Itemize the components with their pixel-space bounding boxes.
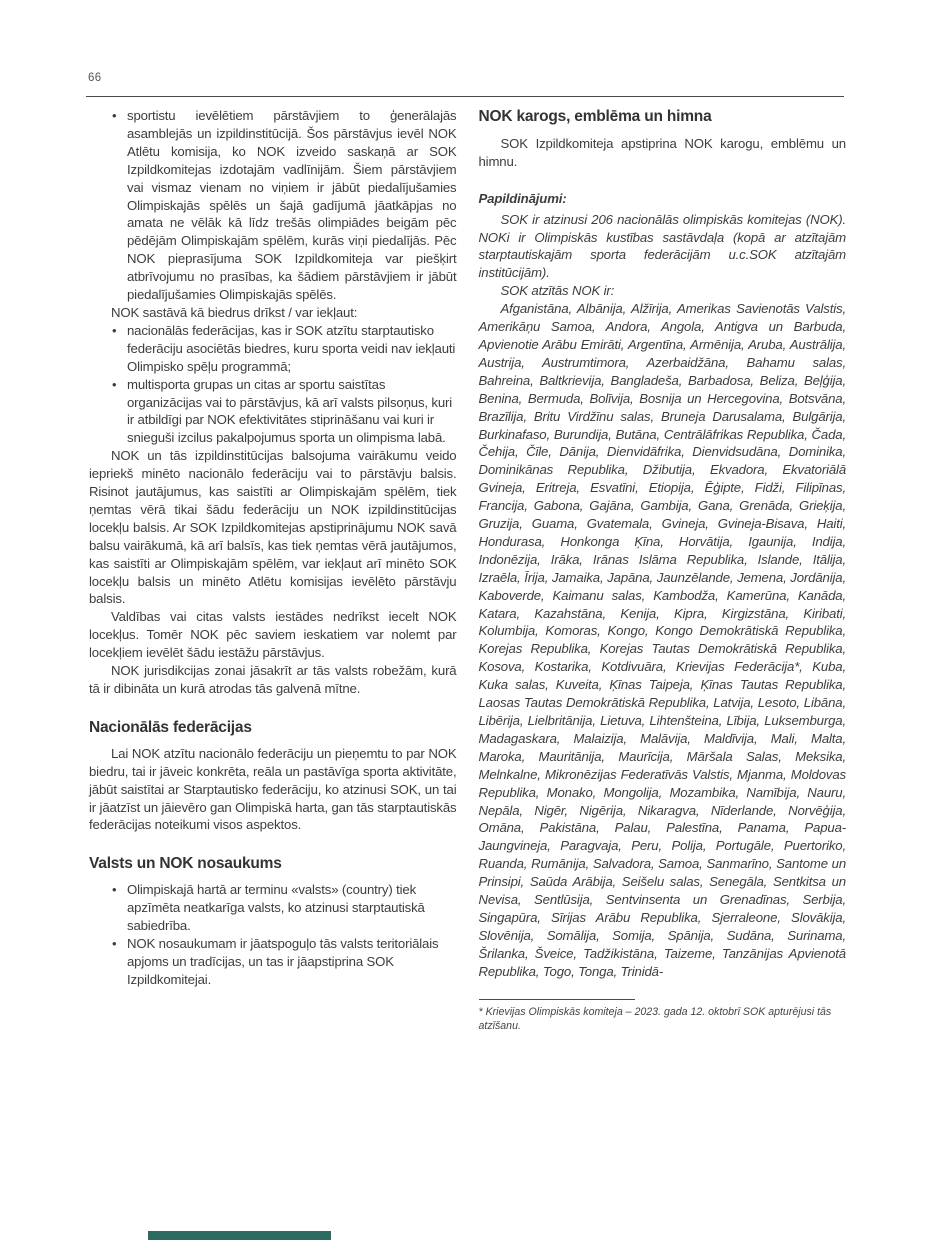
additions-intro: SOK ir atzinusi 206 nacionālās olimpiskās komitejas (NOK). NOKi ir Olimpiskās kustības sastāvdaļa (kopā ar atzītajām starptautiskajām sporta federācijām u.c.SOK atzītajām institūcijām). bbox=[478, 211, 846, 281]
paragraph-voting: NOK un tās izpildinstitūcijas balsojuma vairākumu veido iepriekš minēto nacionālo federāciju vai to pārstāvju balsis. Risinot jautājumus, kas saistīti ar Olimpiskajām spēlēm, tiek ņemtas vērā tikai šādu federāciju un NOK izpildinstitūcijas locekļu balsis. Ar SOK Izpildkomitejas apstiprinājumu NOK savā balsu vairākumā, kā arī balsīs, kas tiek ņemtas vērā jautājumos, kas saistīti ar Olimpiskajām spēlēm, var iekļaut arī minēto SOK locekļu balsis un minēto Atlētu komisijas ievēlēto pārstāvju balsis. bbox=[89, 448, 457, 607]
paragraph-government: Valdības vai citas valsts iestādes nedrīkst iecelt NOK locekļus. Tomēr NOK pēc saviem ieskatiem var nolemt par locekļiem ievēlēt šādu iestāžu pārstāvjus. bbox=[89, 609, 457, 661]
bullet-text: nacionālās federācijas, kas ir SOK atzītu starptautisko federāciju asociētās biedres, kuru sporta veidi nav iekļauti Olimpisko spēļu programmā; bbox=[127, 322, 456, 374]
content-columns bbox=[89, 107, 846, 1034]
list-item bbox=[127, 881, 457, 935]
header-rule bbox=[86, 96, 844, 97]
list-item bbox=[127, 376, 457, 448]
bullet-text: sportistu ievēlētiem pārstāvjiem to ģenerālajās asamblejās un izpildinstitūcijā. Šos pārstāvjus ievēl NOK Atlētu komisija, ko NOK izveido saskaņā ar SOK Izpildkomitejas izdotajām vadlīnijām. Šiem pārstāvjiem vai vismaz vienam no viņiem ir jābūt piedalījušamies Olimpiskajās spēlēs un šajā gadījumā jāatkāpjas no amata ne vēlāk kā līdz trešās olimpiādes beigām pēc pēdējām Olimpiskajām spēlēm, kurās viņi piedalījās. Pēc NOK pieprasījuma SOK Izpildkomiteja var piešķirt atbrīvojumu no prasības, ka šādiem pārstāvjiem ir jābūt piedalījušamies Olimpiskajās spēlēs. bbox=[127, 108, 457, 303]
footnote-text: * Krievijas Olimpiskās komiteja – 2023. gada 12. oktobrī SOK apturējusi tās atzīšanu. bbox=[478, 1006, 832, 1032]
section-heading-flag: NOK karogs, emblēma un himna bbox=[478, 108, 712, 125]
list-item bbox=[127, 935, 457, 989]
section-heading-federations: Nacionālās federācijas bbox=[89, 718, 252, 736]
countries-list: Afganistāna, Albānija, Alžīrija, Amerikas Savienotās Valstis, Amerikāņu Samoa, Andora, Angola, Antigva un Barbuda, Apvienotie Arābu Emirāti, Argentīna, Armēnija, Aruba, Austrālija, Austrija, Austrumtimora, Azerbaidžāna, Bahamu salas, Bahreina, Baltkrievija, Bangladeša, Barbadosa, Beliza, Beļģija, Benina, Bermuda, Bolīvija, Bosnija un Hercegovina, Botsvāna, Brazīlija, Britu Virdžīnu salas, Bruneja Darusalama, Bulgārija, Burkinafaso, Burundija, Butāna, Centrālāfrikas Republika, Čada, Čehija, Čīle, Dānija, Dienvidāfrika, Dienvidsudāna, Dominika, Dominikānas Republika, Džibutija, Ekvadora, Ekvatoriālā Gvineja, Eritreja, Esvatīni, Etiopija, Ēģipte, Fidži, Filipīnas, Francija, Gabona, Gajāna, Gambija, Gana, Grenāda, Grieķija, Gruzija, Guama, Gvatemala, Gvineja, Gvineja-Bisava, Haiti, Hondurasa, Honkonga Ķīna, Horvātija, Igaunija, Indija, Indonēzija, Irāka, Irānas Islāma Republika, Islande, Itālija, Izraēla, Īrija, Jamaika, Japāna, Jaunzēlande, Jemena, Jordānija, Kaboverde, Kaimanu salas, Kambodža, Kamerūna, Kanāda, Katara, Kazahstāna, Kenija, Kipra, Kirgizstāna, Kiribati, Kolumbija, Komoras, Kongo, Kongo Demokrātiskā Republika, Korejas Republika, Korejas Tautas Demokrātiskā Republika, Kosova, Kostarika, Kotdivuāra, Krievijas Federācija*, Kuba, Kuka salas, Kuveita, Ķīnas Taipeja, Ķīnas Tautas Republika, Laosas Tautas Demokrātiskā Republika, Latvija, Lesoto, Libāna, Libērija, Lielbritānija, Lietuva, Lihtenšteina, Lībija, Luksemburga, Madagaskara, Malaizija, Malāvija, Maldīvija, Mali, Malta, Maroka, Mauritānija, Maurīcija, Māršala Salas, Meksika, Melnkalne, Mikronēzijas Federatīvās Valstis, Mjanma, Moldovas Republika, Monako, Mongolija, Mozambika, Namībija, Nauru, Nepāla, Nigēr, Nigērija, Nikaragva, Nīderlande, Norvēģija, Omāna, Pakistāna, Palau, Palestīna, Panama, Papua-Jaungvineja, Paragvaja, Peru, Polija, Portugāle, Puertoriko, Ruanda, Rumānija, Salvadora, Samoa, Sanmarīno, Santome un Prinsipi, Saūda Arābija, Seišelu salas, Senegāla, Sentkitsa un Nevisa, Sentlūsija, Sentvinsenta un Grenadīnas, Serbija, Singapūra, Sīrijas Arābu Republika, Sjerraleone, Slovākija, Slovēnija, Somālija, Somija, Spānija, Sudāna, Surinama, Šrilanka, Šveice, Tadžikistāna, Taizeme, Tanzānijas Apvienotā Republika, Togo, Tonga, Trinidā- bbox=[478, 301, 846, 979]
paragraph-jurisdiction: NOK jurisdikcijas zonai jāsakrīt ar tās valsts robežām, kurā tā ir dibināta un kurā atrodas tās galvenā mītne. bbox=[89, 663, 457, 696]
countries-intro: SOK atzītās NOK ir: bbox=[500, 283, 615, 299]
members-list bbox=[89, 322, 457, 447]
list-item bbox=[127, 322, 457, 376]
athlete-representatives-list bbox=[89, 107, 457, 304]
bullet-text: NOK nosaukumam ir jāatspoguļo tās valsts teritoriālais apjoms un tradīcijas, un tas ir jāapstiprina SOK Izpildkomitejai. bbox=[127, 935, 439, 987]
members-intro: NOK sastāvā kā biedrus drīkst / var iekļaut: bbox=[111, 304, 358, 320]
page-number: 66 bbox=[88, 72, 102, 84]
paragraph-flag: SOK Izpildkomiteja apstiprina NOK karogu, emblēmu un himnu. bbox=[478, 135, 846, 169]
footer-accent-bar bbox=[148, 1231, 331, 1240]
bullet-text: Olimpiskajā hartā ar terminu «valsts» (country) tiek apzīmēta neatkarīga valsts, ko atzinusi starptautiskā sabiedrība. bbox=[127, 882, 425, 934]
left-column bbox=[89, 107, 457, 1034]
footnote-rule bbox=[479, 999, 635, 1001]
right-column bbox=[479, 107, 847, 1034]
paragraph-federations: Lai NOK atzītu nacionālo federāciju un pieņemtu to par NOK biedru, tai ir jāveic konkrēta, reāla un pastāvīga sporta aktivitāte, jābūt saistītai ar Starptautisko federāciju, ko atzinusi SOK, un tai ir jāatzīst un jāievēro gan Olimpiskā harta, gan tās starptautiskās federācijas noteikumi visos aspektos. bbox=[89, 745, 457, 833]
additions-block bbox=[479, 190, 847, 981]
naming-list bbox=[89, 881, 457, 988]
additions-heading: Papildinājumi: bbox=[478, 190, 567, 206]
list-item bbox=[127, 107, 457, 304]
section-heading-naming: Valsts un NOK nosaukums bbox=[89, 855, 282, 873]
bullet-text: multisporta grupas un citas ar sportu saistītas organizācijas vai to pārstāvjus, kā arī valsts pilsoņus, kuri ir atbildīgi par NOK efektivitātes stiprināšanu vai kuri ir snieguši izcilus pakalpojumus sporta un olimpisma labā. bbox=[127, 376, 453, 446]
